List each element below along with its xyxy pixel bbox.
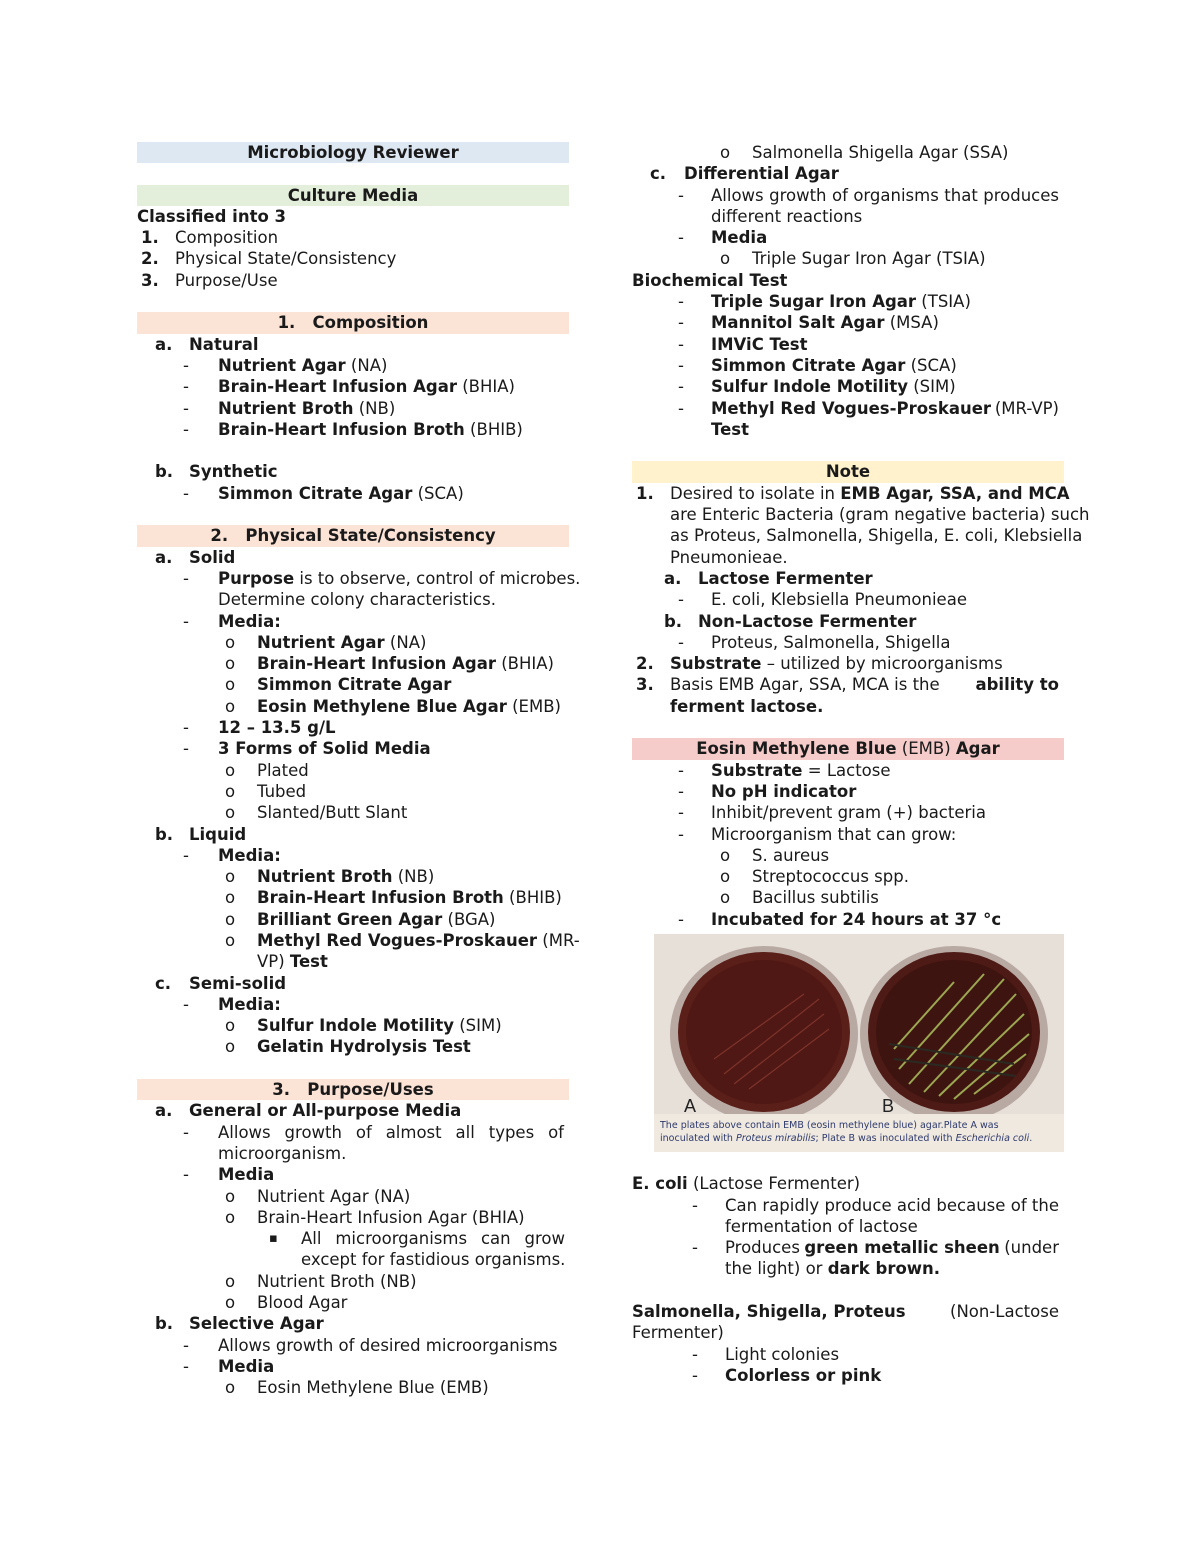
sub-list-item: o Blood Agar: [225, 1293, 348, 1313]
sub-heading: a. General or All-purpose Media: [155, 1101, 462, 1121]
sub-list-item: o Brain-Heart Infusion Agar (BHIA): [225, 654, 554, 674]
list-item: - Media:: [183, 994, 281, 1014]
list-item: - Triple Sugar Iron Agar (TSIA): [678, 292, 971, 312]
emb-plates-photo: [654, 934, 1064, 1152]
section-note: Note: [632, 461, 1064, 482]
list-item: - Media: [183, 1165, 275, 1185]
salmonella-heading: Salmonella, Shigella, Proteus (Non-Lactose: [632, 1302, 1059, 1322]
sub-list-item: o Nutrient Broth (NB): [225, 867, 435, 887]
class-item: 2. Physical State/Consistency: [141, 249, 397, 269]
list-item: - Brain-Heart Infusion Broth (BHIB): [183, 419, 523, 439]
sub-list-item: o Methyl Red Vogues-Proskauer (MR-: [225, 930, 580, 950]
list-item-cont: the light) or dark brown.: [725, 1259, 941, 1279]
list-item-cont: Determine colony characteristics.: [218, 590, 496, 610]
list-item: - Allows growth of desired microorganisms: [183, 1335, 558, 1355]
list-item: - Purpose is to observe, control of microbes.: [183, 568, 581, 588]
sub-list-item: o Salmonella Shigella Agar (SSA): [720, 143, 1009, 162]
list-item: - Media:: [183, 611, 281, 631]
list-item: - 12 – 13.5 g/L: [183, 718, 336, 738]
list-item: - Media: [678, 228, 768, 248]
list-item: - Mannitol Salt Agar (MSA): [678, 313, 939, 333]
list-item: - No pH indicator: [678, 781, 857, 801]
list-item-cont: microorganism.: [218, 1143, 347, 1163]
plate-label-b: B: [882, 1095, 895, 1114]
figure-caption: The plates above contain EMB (eosin methylene blue) agar.Plate A was inoculated with Proteus mirabilis; Plate B was inoculated with Escherichia coli.: [654, 1114, 1064, 1152]
class-item: 3. Purpose/Use: [141, 270, 278, 290]
salmonella-heading-cont: Fermenter): [632, 1323, 724, 1343]
list-item: - Nutrient Broth (NB): [183, 398, 396, 418]
list-item: - Substrate = Lactose: [678, 760, 891, 780]
doc-title: Microbiology Reviewer: [137, 142, 569, 163]
sub-heading: b. Selective Agar: [155, 1314, 324, 1334]
list-item-cont: different reactions: [711, 206, 863, 226]
list-item: - Allows growth of organisms that produces: [678, 185, 1059, 205]
list-item-cont: Test: [711, 419, 749, 439]
section-culture-media: Culture Media: [137, 185, 569, 206]
list-item: - Simmon Citrate Agar (SCA): [678, 355, 957, 375]
sub-list-item: o Streptococcus spp.: [720, 867, 909, 887]
list-item: - Produces green metallic sheen (under: [692, 1238, 1059, 1258]
classified-heading: Classified into 3: [137, 206, 287, 226]
list-item: - 3 Forms of Solid Media: [183, 739, 431, 759]
class-item: 1. Composition: [141, 228, 279, 248]
sub-list-item: o Brain-Heart Infusion Agar (BHIA): [225, 1207, 525, 1227]
sub-list-item: o Eosin Methylene Blue Agar (EMB): [225, 696, 561, 716]
sub-list-item: o Plated: [225, 760, 309, 780]
sub-list-item: o Nutrient Broth (NB): [225, 1271, 417, 1291]
sub-heading: c. Semi-solid: [155, 973, 287, 993]
note-item-cont: are Enteric Bacteria (gram negative bacteria) such: [670, 505, 1090, 525]
note-item: 3. Basis EMB Agar, SSA, MCA is the ability to: [636, 675, 1059, 695]
list-item: - Incubated for 24 hours at 37 °c: [678, 909, 1002, 929]
note-item-cont: ferment lactose.: [670, 696, 824, 716]
left-column: [137, 142, 581, 1399]
sub-list-item-cont: VP) Test: [257, 952, 328, 972]
plate-label-a: A: [684, 1095, 697, 1114]
sub-sub-list-item-cont: except for fastidious organisms.: [301, 1250, 566, 1270]
sub-heading: a. Lactose Fermenter: [664, 568, 873, 588]
list-item: - Proteus, Salmonella, Shigella: [678, 632, 951, 652]
sub-heading: a. Solid: [155, 547, 236, 567]
list-item-cont: fermentation of lactose: [725, 1216, 918, 1236]
list-item: - Microorganism that can grow:: [678, 824, 957, 844]
sub-list-item: o Simmon Citrate Agar: [225, 675, 452, 695]
note-item-cont: as Proteus, Salmonella, Shigella, E. coli, Klebsiella: [670, 526, 1083, 546]
sub-list-item: o Gelatin Hydrolysis Test: [225, 1037, 471, 1057]
sub-list-item: o S. aureus: [720, 845, 830, 865]
sub-list-item: o Triple Sugar Iron Agar (TSIA): [720, 249, 986, 269]
sub-heading: a. Natural: [155, 334, 259, 354]
sub-heading: c. Differential Agar: [650, 164, 839, 184]
list-item: - Brain-Heart Infusion Agar (BHIA): [183, 377, 515, 397]
sub-list-item: o Bacillus subtilis: [720, 888, 879, 908]
list-item: - Media: [183, 1356, 275, 1376]
list-item: - Allows growth of almost all types of: [183, 1122, 564, 1142]
note-item-cont: Pneumonieae.: [670, 547, 788, 567]
list-item: - IMViC Test: [678, 334, 808, 354]
section-physical-state: 2. Physical State/Consistency: [137, 525, 569, 546]
petri-dishes-image: [654, 934, 1064, 1114]
list-item: - Methyl Red Vogues-Proskauer (MR-VP): [678, 398, 1059, 418]
biochemical-heading: Biochemical Test: [632, 270, 788, 290]
sub-heading: b. Synthetic: [155, 462, 278, 482]
section-composition: 1. Composition: [137, 312, 569, 333]
sub-sub-list-item: ▪ All microorganisms can grow: [269, 1229, 565, 1249]
list-item: - Sulfur Indole Motility (SIM): [678, 377, 956, 397]
section-emb-agar: Eosin Methylene Blue (EMB) Agar: [632, 738, 1064, 759]
sub-list-item: o Sulfur Indole Motility (SIM): [225, 1016, 502, 1036]
right-column: [632, 142, 1090, 1386]
sub-heading: b. Liquid: [155, 824, 247, 844]
section-purpose-uses: 3. Purpose/Uses: [137, 1079, 569, 1100]
sub-heading: b. Non-Lactose Fermenter: [664, 611, 917, 631]
list-item: - Inhibit/prevent gram (+) bacteria: [678, 803, 986, 823]
note-item: 2. Substrate – utilized by microorganisms: [636, 654, 1003, 674]
note-item: 1. Desired to isolate in EMB Agar, SSA, and MCA: [636, 483, 1070, 503]
ecoli-heading: E. coli (Lactose Fermenter): [632, 1174, 861, 1194]
sub-list-item: o Brilliant Green Agar (BGA): [225, 909, 496, 929]
sub-list-item: o Eosin Methylene Blue (EMB): [225, 1378, 489, 1398]
sub-list-item: o Tubed: [225, 781, 307, 801]
sub-list-item: o Nutrient Agar (NA): [225, 1186, 411, 1206]
list-item: - E. coli, Klebsiella Pneumonieae: [678, 590, 967, 610]
sub-list-item: o Slanted/Butt Slant: [225, 803, 408, 823]
list-item: - Colorless or pink: [692, 1365, 882, 1385]
sub-list-item: o Brain-Heart Infusion Broth (BHIB): [225, 888, 562, 908]
list-item: - Media:: [183, 845, 281, 865]
sub-list-item: o Nutrient Agar (NA): [225, 632, 427, 652]
list-item: - Nutrient Agar (NA): [183, 355, 388, 375]
list-item: - Can rapidly produce acid because of the: [692, 1195, 1059, 1215]
list-item: - Simmon Citrate Agar (SCA): [183, 483, 464, 503]
list-item: - Light colonies: [692, 1344, 840, 1364]
